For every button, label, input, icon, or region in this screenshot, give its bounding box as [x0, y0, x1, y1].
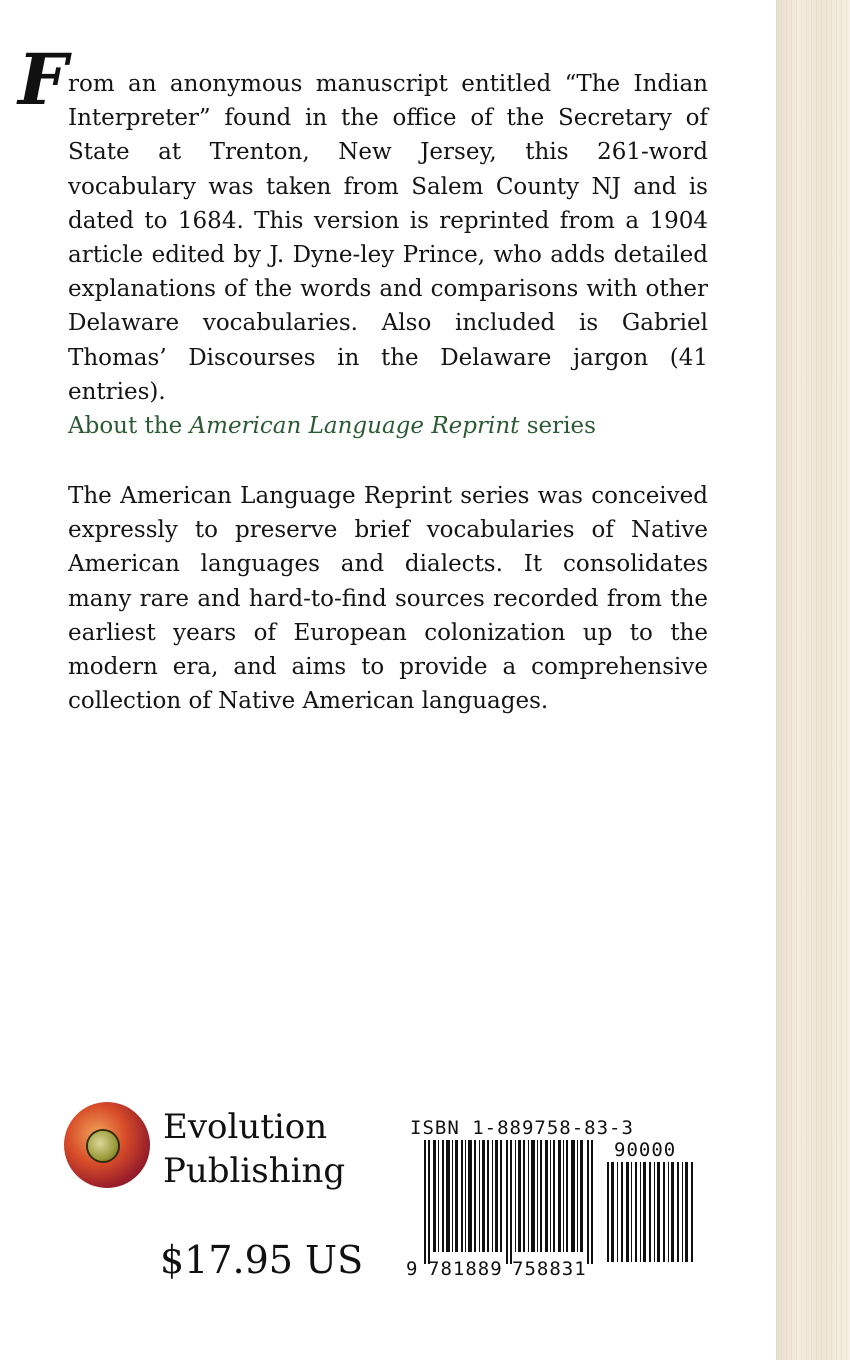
publisher-logo-icon: [64, 1102, 150, 1188]
series-description: The American Language Reprint series was conceived expressly to preserve brief vocabularies of Native American languages and dialects. It consolidates many rare and hard-to-find sources recorded from the earliest years of European colonization up to the modern era, and aims to provide a comprehensive collection of Native American languages.: [68, 483, 708, 715]
drop-cap: F: [18, 38, 68, 121]
logo-core: [88, 1131, 118, 1161]
publisher-name-line1: Evolution: [163, 1107, 328, 1147]
intro-paragraph: [18, 38, 708, 409]
series-heading: [68, 409, 708, 443]
ean-first-digit: 9: [406, 1258, 418, 1280]
book-spine: [776, 0, 850, 1360]
barcode-ean-icon: [424, 1140, 596, 1264]
price-label: $17.95 US: [160, 1238, 364, 1282]
ean-left-digits: 781889: [428, 1258, 503, 1280]
isbn-text: ISBN 1-889758-83-3: [410, 1117, 634, 1139]
barcode-addon-icon: [607, 1162, 695, 1262]
ean-right-digits: 758831: [512, 1258, 587, 1280]
intro-text: rom an anonymous manuscript entitled “The Indian Interpreter” found in the office of the Secretary of State at Trenton, New Jersey, this 261-word vocabulary was taken from Salem County NJ and is dated to 1684. This version is reprinted from a 1904 article edited by J. Dyne-ley Prince, who adds detailed explanations of the words and comparisons with other Delaware vocabularies. Also included is Gabriel Thomas’ Discourses in the Delaware jargon (41 entries).: [68, 71, 708, 405]
publisher-name-line2: Publishing: [163, 1151, 346, 1191]
series-heading-title: American Language Reprint: [189, 413, 520, 439]
series-heading-prefix: About the: [68, 413, 190, 439]
barcode-addon-number: 90000: [614, 1139, 677, 1161]
publisher-name: [163, 1105, 345, 1193]
series-heading-suffix: series: [519, 413, 596, 439]
